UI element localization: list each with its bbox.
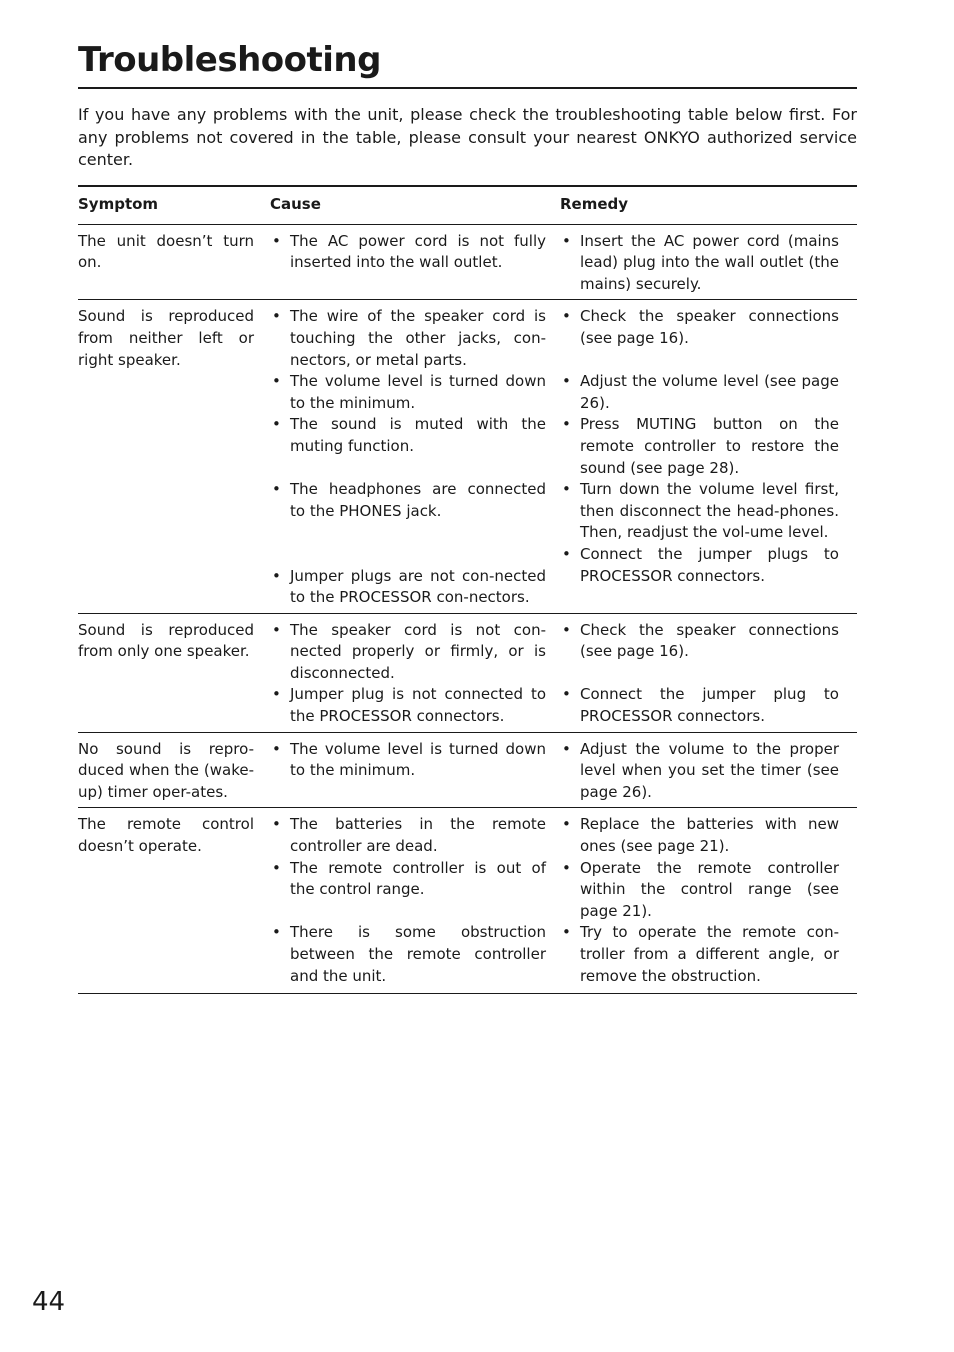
symptom-cell: The unit doesn’t turn on. <box>78 224 270 300</box>
cause-item: • The volume level is turned down to the minimum. <box>270 739 546 782</box>
remedy-cell <box>560 613 857 732</box>
remedy-item: • Check the speaker connections (see page 16). <box>560 620 839 663</box>
cause-item: • There is some obstruction between the remote controller and the unit. <box>270 922 546 987</box>
table-body <box>78 224 857 994</box>
symptom-cell: Sound is reproduced from only one speaker. <box>78 613 270 732</box>
remedy-cell <box>560 300 857 613</box>
remedy-item: • Press MUTING button on the remote controller to restore the sound (see page 28). <box>560 414 839 479</box>
cause-item: • The AC power cord is not fully inserted into the wall outlet. <box>270 231 546 274</box>
table-row <box>78 300 857 613</box>
cause-item: • The sound is muted with the muting function. <box>270 414 546 457</box>
header-remedy: Remedy <box>560 186 857 224</box>
remedy-item: • Check the speaker connections (see page 16). <box>560 306 839 349</box>
remedy-item: • Adjust the volume to the proper level when you set the timer (see page 26). <box>560 739 839 804</box>
remedy-cell <box>560 224 857 300</box>
cause-cell <box>270 808 560 994</box>
page-title: Troubleshooting <box>78 40 381 80</box>
cause-item: • The remote controller is out of the control range. <box>270 858 546 901</box>
remedy-item: • Try to operate the remote con-troller from a different angle, or remove the obstruction. <box>560 922 839 987</box>
header-symptom: Symptom <box>78 186 270 224</box>
cause-cell <box>270 732 560 808</box>
remedy-item: • Operate the remote controller within the control range (see page 21). <box>560 858 839 923</box>
table-header-row <box>78 186 857 224</box>
cause-item: • The wire of the speaker cord is touching the other jacks, con-nectors, or metal parts. <box>270 306 546 371</box>
cause-item: • The headphones are connected to the PHONES jack. <box>270 479 546 522</box>
cause-item: • The volume level is turned down to the minimum. <box>270 371 546 414</box>
cause-item: • The speaker cord is not con-nected properly or firmly, or is disconnected. <box>270 620 546 685</box>
symptom-cell: No sound is repro-duced when the (wake-up) timer oper-ates. <box>78 732 270 808</box>
troubleshooting-table <box>78 185 857 994</box>
cause-item: • Jumper plugs are not con-nected to the PROCESSOR con-nectors. <box>270 566 546 609</box>
cause-item: • The batteries in the remote controller are dead. <box>270 814 546 857</box>
intro-paragraph: If you have any problems with the unit, please check the troubleshooting table below first. For any problems not covered in the table, please consult your nearest ONKYO authorized service center. <box>78 105 857 169</box>
table-row <box>78 808 857 994</box>
cause-cell <box>270 300 560 613</box>
cause-item: • Jumper plug is not connected to the PROCESSOR connectors. <box>270 684 546 727</box>
remedy-item: • Connect the jumper plug to PROCESSOR connectors. <box>560 684 839 727</box>
cause-cell <box>270 613 560 732</box>
cause-cell <box>270 224 560 300</box>
remedy-item: • Replace the batteries with new ones (see page 21). <box>560 814 839 857</box>
table-row <box>78 732 857 808</box>
title-rule <box>78 87 857 89</box>
symptom-cell: Sound is reproduced from neither left or right speaker. <box>78 300 270 613</box>
page-number: 44 <box>32 1287 66 1317</box>
header-cause: Cause <box>270 186 560 224</box>
table-row <box>78 224 857 300</box>
remedy-cell <box>560 732 857 808</box>
remedy-cell <box>560 808 857 994</box>
remedy-item: • Turn down the volume level first, then disconnect the head-phones. Then, readjust the vol-ume level. <box>560 479 839 544</box>
table-row <box>78 613 857 732</box>
remedy-item: • Adjust the volume level (see page 26). <box>560 371 839 414</box>
remedy-item: • Connect the jumper plugs to PROCESSOR connectors. <box>560 544 839 587</box>
symptom-cell: The remote control doesn’t operate. <box>78 815 254 856</box>
remedy-item: • Insert the AC power cord (mains lead) plug into the wall outlet (the mains) securely. <box>560 231 839 296</box>
